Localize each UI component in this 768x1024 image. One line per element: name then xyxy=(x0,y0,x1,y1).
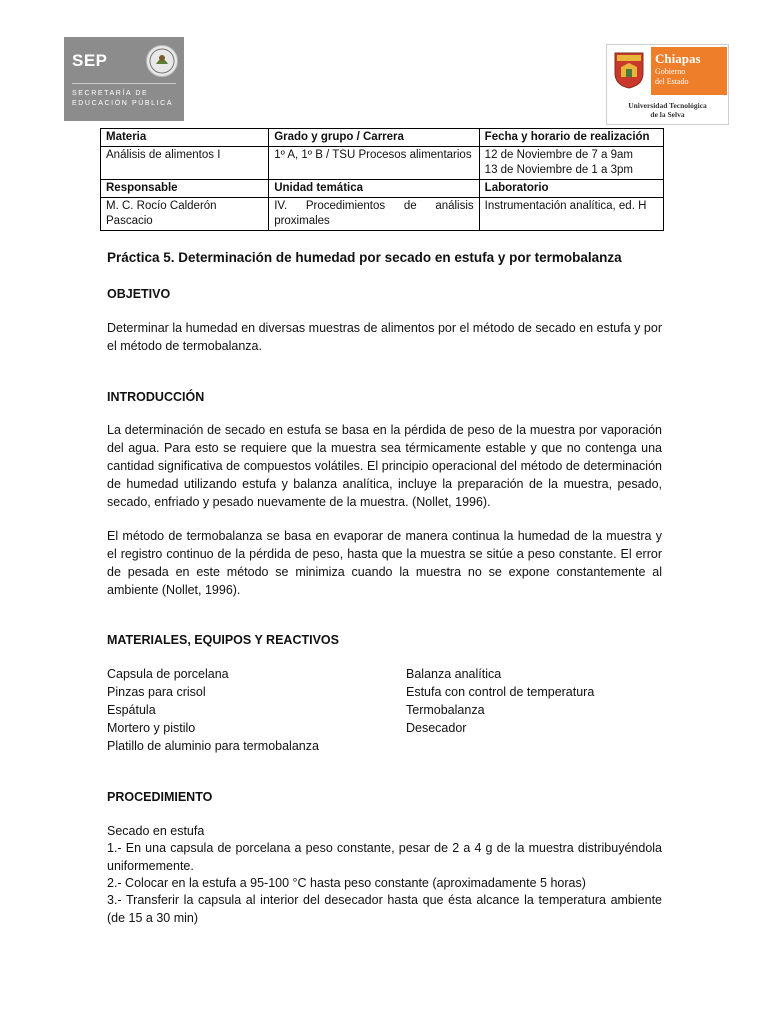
procedure-step: 3.- Transferir la capsula al interior del desecador hasta que ésta alcance la temperatura ambiente (de 15 a 30 min) xyxy=(107,893,662,925)
list-item: Termobalanza xyxy=(406,703,485,717)
table-header-cell: Materia xyxy=(101,129,269,147)
course-info-table xyxy=(100,128,664,231)
procedure-heading: PROCEDIMIENTO xyxy=(107,790,213,804)
list-item: Balanza analítica xyxy=(406,667,502,681)
objetivo-heading: OBJETIVO xyxy=(107,287,171,301)
chiapas-shield-icon xyxy=(613,51,645,89)
schedule-line: 13 de Noviembre de 1 a 3pm xyxy=(484,164,633,176)
table-row xyxy=(101,147,664,180)
sep-logo xyxy=(64,37,184,121)
table-header-cell: Responsable xyxy=(101,180,269,198)
schedule-text xyxy=(485,148,658,178)
sep-abbrev: SEP xyxy=(72,51,108,70)
schedule-line: 12 de Noviembre de 7 a 9am xyxy=(484,149,633,161)
chiapas-logo xyxy=(606,44,729,125)
intro-paragraph-2: El método de termobalanza se basa en evaporar de manera continua la humedad de la muestra y el registro continuo de la pérdida de peso, hasta que la muestra se sitúe a peso constante. El error de pesada en este método se minimiza cuando la muestra no se expone constantemente al ambiente (Nollet, 1996). xyxy=(107,529,662,597)
list-item: Mortero y pistilo xyxy=(107,721,196,735)
list-item: Pinzas para crisol xyxy=(107,685,206,699)
list-item: Estufa con control de temperatura xyxy=(406,685,595,699)
table-header-cell: Fecha y horario de realización xyxy=(479,129,663,147)
table-row xyxy=(101,180,664,198)
table-header-cell: Unidad temática xyxy=(269,180,479,198)
list-item: Espátula xyxy=(107,703,156,717)
list-item: Desecador xyxy=(406,721,467,735)
sep-divider xyxy=(72,83,176,84)
materials-list-right xyxy=(406,665,662,737)
table-cell: 1º A, 1º B / TSU Procesos alimentarios xyxy=(269,147,479,180)
intro-heading: INTRODUCCIÓN xyxy=(107,390,205,404)
materials-heading: MATERIALES, EQUIPOS Y REACTIVOS xyxy=(107,633,339,647)
intro-paragraph-1: La determinación de secado en estufa se basa en la pérdida de peso de la muestra por vaporación del agua. Para esto se requiere que la muestra sea térmicamente estable y que no contenga una cantidad significativa de compuestos volátiles. El principio operacional del método de determinación de humedad utilizando estufa y balanza analítica, incluye la preparación de la muestra, pesado, secado, enfriado y pesado nuevamente de la muestra. (Nollet, 1996). xyxy=(107,423,662,509)
university-name: Universidad Tecnológica de la Selva xyxy=(628,101,707,119)
table-cell: Instrumentación analítica, ed. H xyxy=(479,198,663,231)
mexico-seal-icon xyxy=(146,45,178,77)
chiapas-subtitle: Gobierno del Estado xyxy=(655,67,689,86)
objetivo-text: Determinar la humedad en diversas muestras de alimentos por el método de secado en estufa y por el método de termobalanza. xyxy=(107,321,662,353)
table-header-cell: Grado y grupo / Carrera xyxy=(269,129,479,147)
procedure-step: 2.- Colocar en la estufa a 95-100 °C hasta peso constante (aproximadamente 5 horas) xyxy=(107,876,586,890)
list-item: Platillo de aluminio para termobalanza xyxy=(107,739,319,753)
chiapas-title: Chiapas xyxy=(655,51,701,66)
procedure-step: 1.- En una capsula de porcelana a peso constante, pesar de 2 a 4 g de la muestra distribuyéndola uniformemente. xyxy=(107,841,662,873)
document-title: Práctica 5. Determinación de humedad por secado en estufa y por termobalanza xyxy=(107,250,622,265)
procedure-subheading: Secado en estufa xyxy=(107,824,205,838)
list-item: Capsula de porcelana xyxy=(107,667,229,681)
table-cell: M. C. Rocío Calderón Pascacio xyxy=(101,198,269,231)
table-row xyxy=(101,198,664,231)
table-cell: IV. Procedimientos de análisis proximales xyxy=(269,198,479,231)
materials-list-left xyxy=(107,665,397,755)
table-header-cell: Laboratorio xyxy=(479,180,663,198)
sep-name: SECRETARÍA DE EDUCACIÓN PÚBLICA xyxy=(72,90,174,107)
table-cell xyxy=(479,147,663,180)
table-cell: Análisis de alimentos I xyxy=(101,147,269,180)
table-row xyxy=(101,129,664,147)
